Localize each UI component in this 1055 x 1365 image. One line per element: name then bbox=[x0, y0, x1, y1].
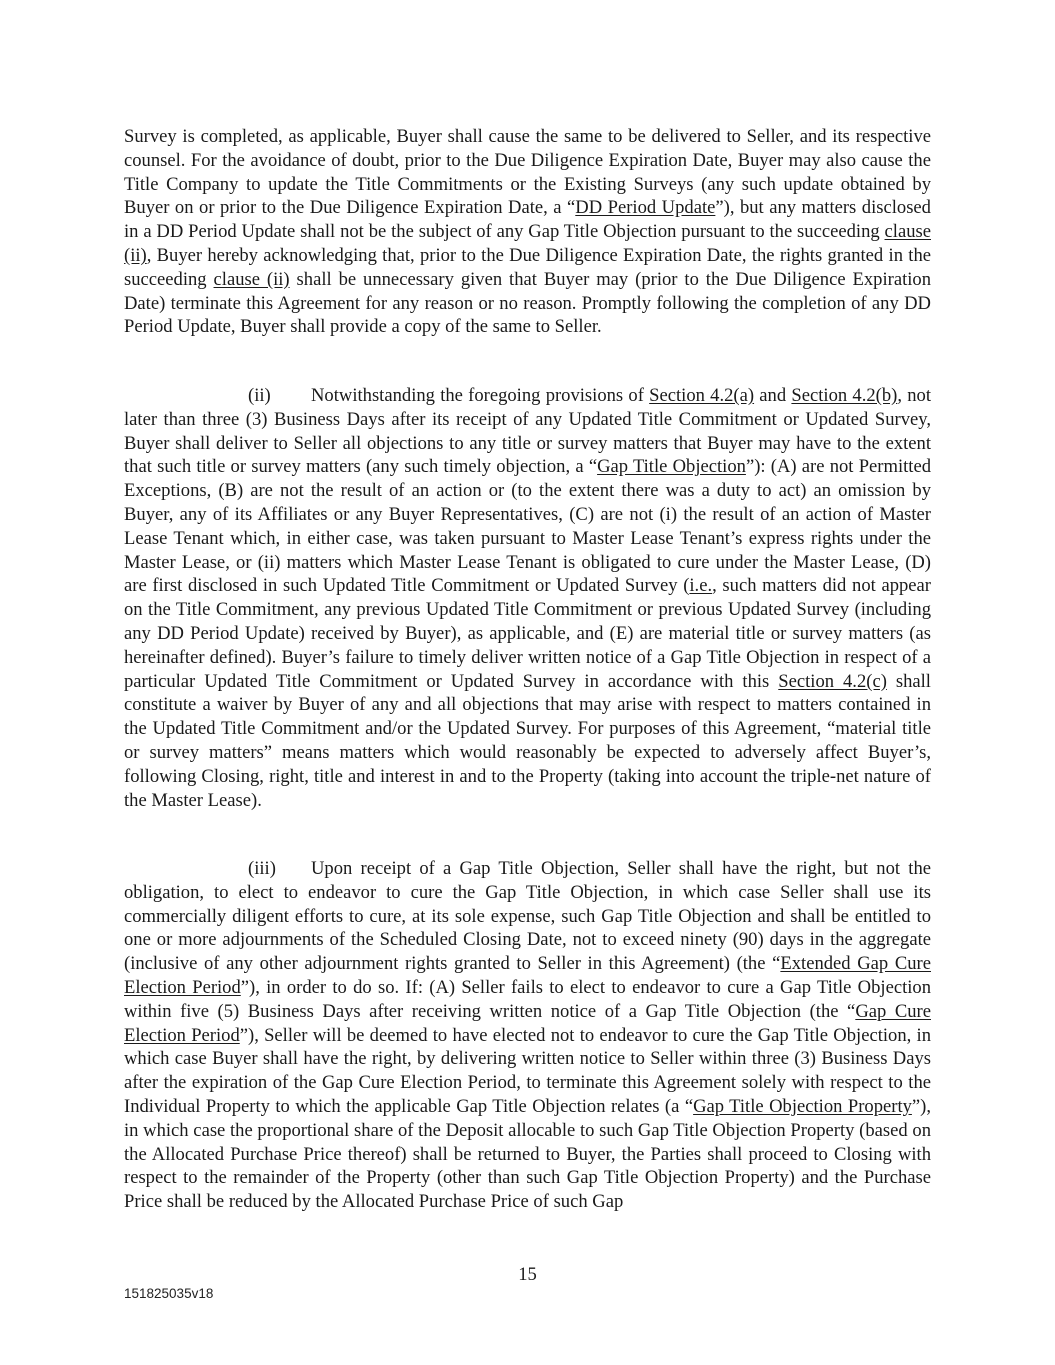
cross-reference-section-4-2a: Section 4.2(a) bbox=[649, 385, 755, 406]
paragraph-text: ”), Seller will be deemed to have elected not to endeavor to cure the Gap Title Objection, in which case Buyer shall have the right, by delivering written notice to Seller within three (3) Business Days after the expiration of the Gap Cure Election Period, to terminate this Agreement solely with respect to the Individual Property to which the applicable Gap Title Objection relates (a “ bbox=[124, 1024, 931, 1117]
clause-iii-paragraph bbox=[124, 857, 931, 1214]
abbreviation-ie: i.e. bbox=[689, 575, 713, 597]
defined-term-gap-title-objection: Gap Title Objection bbox=[597, 456, 746, 478]
paragraph-text: and bbox=[754, 385, 792, 406]
defined-term-gap-cure-election-period: Gap Cure Election Period bbox=[124, 1000, 931, 1046]
paragraph-text: Upon receipt of a Gap Title Objection, Seller shall have the right, but not the obligation, to elect to endeavor to cure the Gap Title Objection, in which case Seller shall use its commercially diligent efforts to cure, at its sole expense, such Gap Title Objection and shall be entitled to one or more adjournments of the Scheduled Closing Date, not to exceed ninety (90) days in the aggregate (inclusive of any other adjournment rights granted to Seller in this Agreement) (the “ bbox=[124, 858, 931, 975]
cross-reference-clause-ii: clause (ii) bbox=[124, 221, 931, 266]
paragraph-text: Survey is completed, as applicable, Buyer shall cause the same to be delivered to Seller, and its respective counsel. For the avoidance of doubt, prior to the Due Diligence Expiration Date, Buyer may also cause the Title Company to update the Title Commitments or the Existing Surveys (any such update obtained by Buyer on or prior to the Due Diligence Expiration Date, a “ bbox=[124, 126, 931, 219]
paragraph-text: Notwithstanding the foregoing provisions of bbox=[311, 385, 650, 406]
paragraph-text: shall constitute a waiver by Buyer of any and all objections that may arise with respect to matters contained in the Updated Title Commitment and/or the Updated Survey. For purposes of this Agreement, “material title or survey matters” means matters which would reasonably be expected to adversely affect Buyer’s, following Closing, right, title and interest in and to the Property (taking into account the triple-net nature of the Master Lease). bbox=[124, 670, 931, 811]
paragraph-text: ”), in order to do so. If: (A) Seller fails to elect to endeavor to cure a Gap Title Objection within five (5) Business Days after receiving written notice of a Gap Title Objection (the “ bbox=[124, 976, 931, 1022]
defined-term-extended-gap-cure-election-period: Extended Gap Cure Election Period bbox=[124, 953, 931, 998]
paragraph-text: , not later than three (3) Business Days after its receipt of any Updated Title Commitment or Updated Survey, Buyer shall deliver to Seller all objections to any title or survey matters that Buyer may have to the extent that such title or survey matters (any such timely objection, a “ bbox=[124, 385, 932, 478]
cross-reference-clause-ii: clause (ii) bbox=[213, 268, 290, 290]
paragraph-text: ”): (A) are not Permitted Exceptions, (B) are not the result of an action or (to the extent there was a duty to act) an omission by Buyer, any of its Affiliates or any Buyer Representatives, (C) are not (i) the result of an action of Master Lease Tenant which, in either case, was taken pursuant to Master Lease Tenant’s express rights under the Master Lease, or (ii) matters which Master Lease Tenant is obligated to cure under the Master Lease, (D) are first disclosed in such Updated Title Commitment or Updated Survey ( bbox=[124, 456, 931, 597]
paragraph-text: shall be unnecessary given that Buyer may (prior to the Due Diligence Expiration Date) terminate this Agreement for any reason or no reason. Promptly following the completion of any DD Period Update, Buyer shall provide a copy of the same to Seller. bbox=[124, 268, 931, 338]
defined-term-dd-period-update: DD Period Update bbox=[575, 197, 716, 219]
page-number: 15 bbox=[518, 1264, 537, 1285]
cross-reference-section-4-2b: Section 4.2(b) bbox=[791, 385, 898, 406]
paragraph-text: ”), in which case the proportional share of the Deposit allocable to such Gap Title Objection Property (based on the Allocated Purchase Price thereof) shall be returned to Buyer, the Parties shall proceed to Closing with respect to the remainder of the Property (other than such Gap Title Objection Property) and the Purchase Price shall be reduced by the Allocated Purchase Price of such Gap bbox=[124, 1095, 931, 1213]
paragraph-continuation bbox=[124, 125, 931, 339]
document-id: 151825035v18 bbox=[124, 1286, 214, 1301]
cross-reference-section-4-2c: Section 4.2(c) bbox=[778, 670, 887, 692]
clause-number: (ii) bbox=[248, 385, 271, 406]
paragraph-text: , Buyer hereby acknowledging that, prior to the Due Diligence Expiration Date, the rights granted in the succeeding bbox=[124, 244, 931, 290]
paragraph-text: ”), but any matters disclosed in a DD Period Update shall not be the subject of any Gap Title Objection pursuant to the succeeding bbox=[124, 197, 931, 243]
clause-number: (iii) bbox=[248, 858, 276, 879]
paragraph-text: , such matters did not appear on the Title Commitment, any previous Updated Title Commitment or previous Updated Survey (including any DD Period Update) received by Buyer), as applicable, and (E) are material title or survey matters (as hereinafter defined). Buyer’s failure to timely deliver written notice of a Gap Title Objection in respect of a particular Updated Title Commitment or Updated Survey in accordance with this bbox=[124, 575, 931, 692]
clause-ii-paragraph bbox=[124, 384, 931, 812]
defined-term-gap-title-objection-property: Gap Title Objection Property bbox=[693, 1095, 912, 1117]
